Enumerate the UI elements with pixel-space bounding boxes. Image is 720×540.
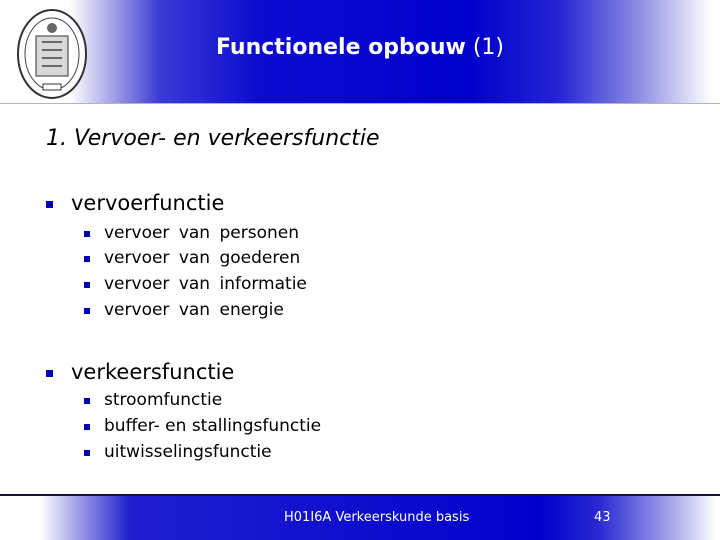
square-bullet-icon: [46, 201, 53, 208]
sub-bullet-item: [84, 414, 321, 438]
square-bullet-icon: [46, 370, 53, 377]
sub-bullet-item: [84, 272, 307, 296]
sub-bullet-label: buffer- en stallingsfunctie: [104, 416, 322, 436]
header-divider: [0, 103, 720, 104]
title-suffix: (1): [465, 35, 505, 60]
square-bullet-icon: [84, 308, 90, 314]
slide-header: [0, 0, 720, 103]
sub-bullet-label: vervoer van goederen: [104, 248, 301, 268]
bullet-vervoerfunctie: [46, 189, 224, 217]
section-heading: 1. Vervoer- en verkeersfunctie: [46, 126, 380, 151]
square-bullet-icon: [84, 256, 90, 262]
sub-bullet-label: vervoer van personen: [104, 223, 299, 243]
sub-bullet-item: [84, 298, 284, 322]
square-bullet-icon: [84, 450, 90, 456]
square-bullet-icon: [84, 231, 90, 237]
page-number: 43: [594, 510, 611, 525]
bullet-verkeersfunctie: [46, 358, 234, 386]
footer-course-label: H01I6A Verkeerskunde basis: [284, 510, 470, 525]
sub-bullet-label: stroomfunctie: [104, 390, 223, 410]
sub-bullet-label: uitwisselingsfunctie: [104, 442, 272, 462]
sub-bullet-label: vervoer van informatie: [104, 274, 307, 294]
square-bullet-icon: [84, 282, 90, 288]
footer-divider: [0, 494, 720, 496]
sub-bullet-item: [84, 388, 222, 412]
sub-bullet-item: [84, 440, 272, 464]
bullet-label: vervoerfunctie: [71, 191, 225, 215]
bullet-label: verkeersfunctie: [71, 360, 235, 384]
sub-bullet-item: [84, 221, 299, 245]
sub-bullet-label: vervoer van energie: [104, 300, 284, 320]
square-bullet-icon: [84, 398, 90, 404]
slide-title: [0, 33, 720, 63]
title-bold: Functionele opbouw: [215, 35, 466, 60]
square-bullet-icon: [84, 424, 90, 430]
sub-bullet-item: [84, 246, 300, 270]
